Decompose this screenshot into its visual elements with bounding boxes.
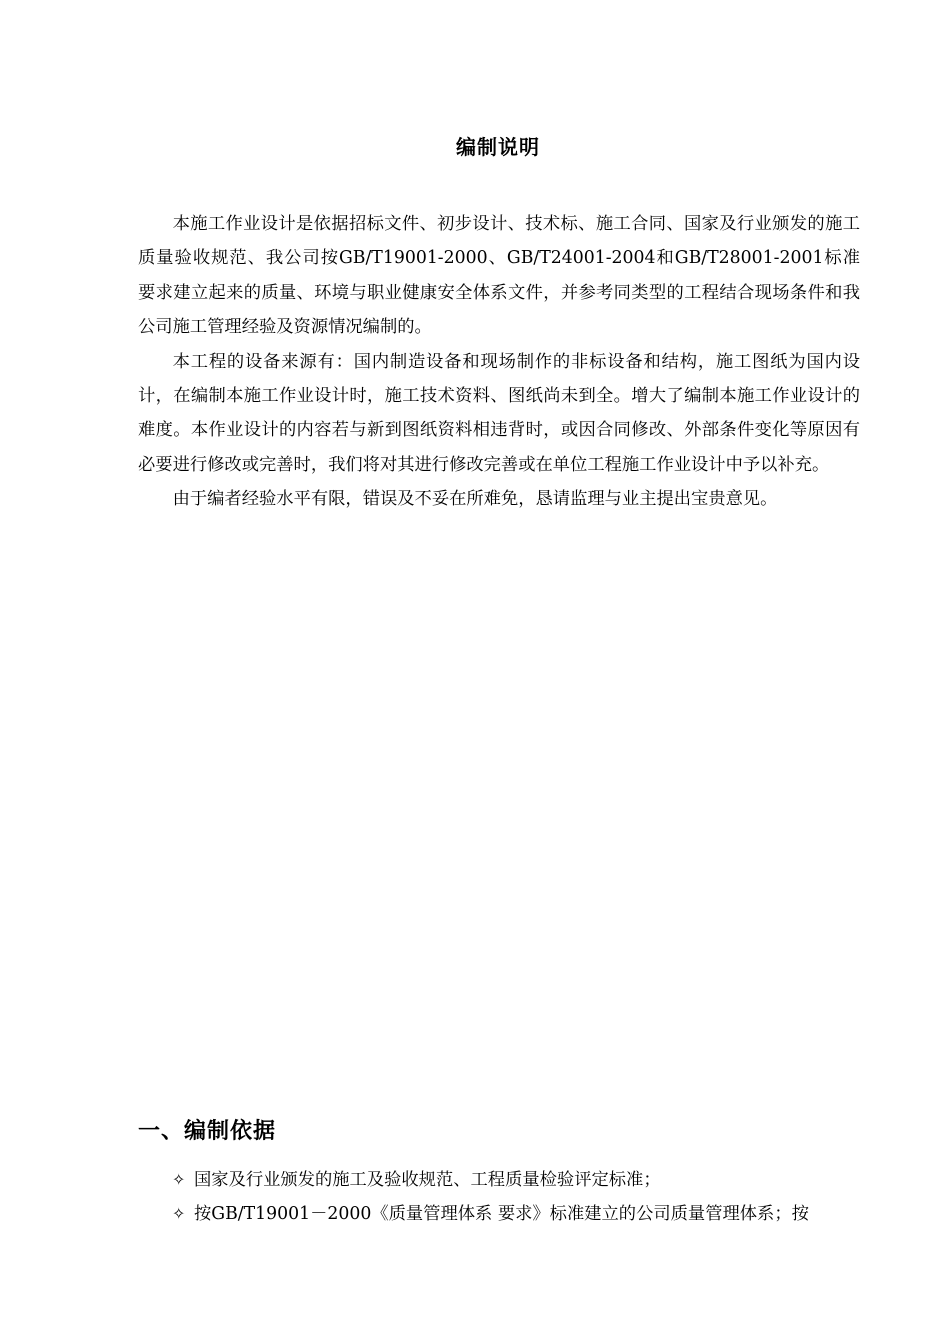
list-item xyxy=(172,1163,862,1197)
paragraph-equipment-source: 本工程的设备来源有：国内制造设备和现场制作的非标设备和结构，施工图纸为国内设计，在编制本施工作业设计时，施工技术资料、图纸尚未到全。增大了编制本施工作业设计的难度。本作业设计的内容若与新到图纸资料相违背时，或因合同修改、外部条件变化等原因有必要进行修改或完善时，我们将对其进行修改完善或在单位工程施工作业设计中予以补充。 xyxy=(138,351,860,475)
preface-body xyxy=(138,207,860,517)
basis-bullet-list xyxy=(172,1163,862,1232)
paragraph-disclaimer: 由于编者经验水平有限，错误及不妥在所难免，恳请监理与业主提出宝贵意见。 xyxy=(172,489,778,510)
diamond-star-bullet-icon: ✧ xyxy=(172,1204,186,1224)
bullet-text: 按GB/T19001－2000《质量管理体系 要求》标准建立的公司质量管理体系；按 xyxy=(194,1204,809,1225)
bullet-text: 国家及行业颁发的施工及验收规范、工程质量检验评定标准； xyxy=(194,1170,661,1190)
diamond-star-bullet-icon: ✧ xyxy=(172,1170,186,1189)
document-title: 编制说明 xyxy=(456,135,540,159)
list-item xyxy=(172,1197,862,1231)
section-heading: 一、编制依据 xyxy=(138,1119,277,1144)
paragraph-basis: 本施工作业设计是依据招标文件、初步设计、技术标、施工合同、国家及行业颁发的施工质量验收规范、我公司按GB/T19001-2000、GB/T24001-2004和GB/T28001-2001标准要求建立起来的质量、环境与职业健康安全体系文件，并参考同类型的工程结合现场条件和我公司施工管理经验及资源情况编制的。 xyxy=(138,214,860,338)
